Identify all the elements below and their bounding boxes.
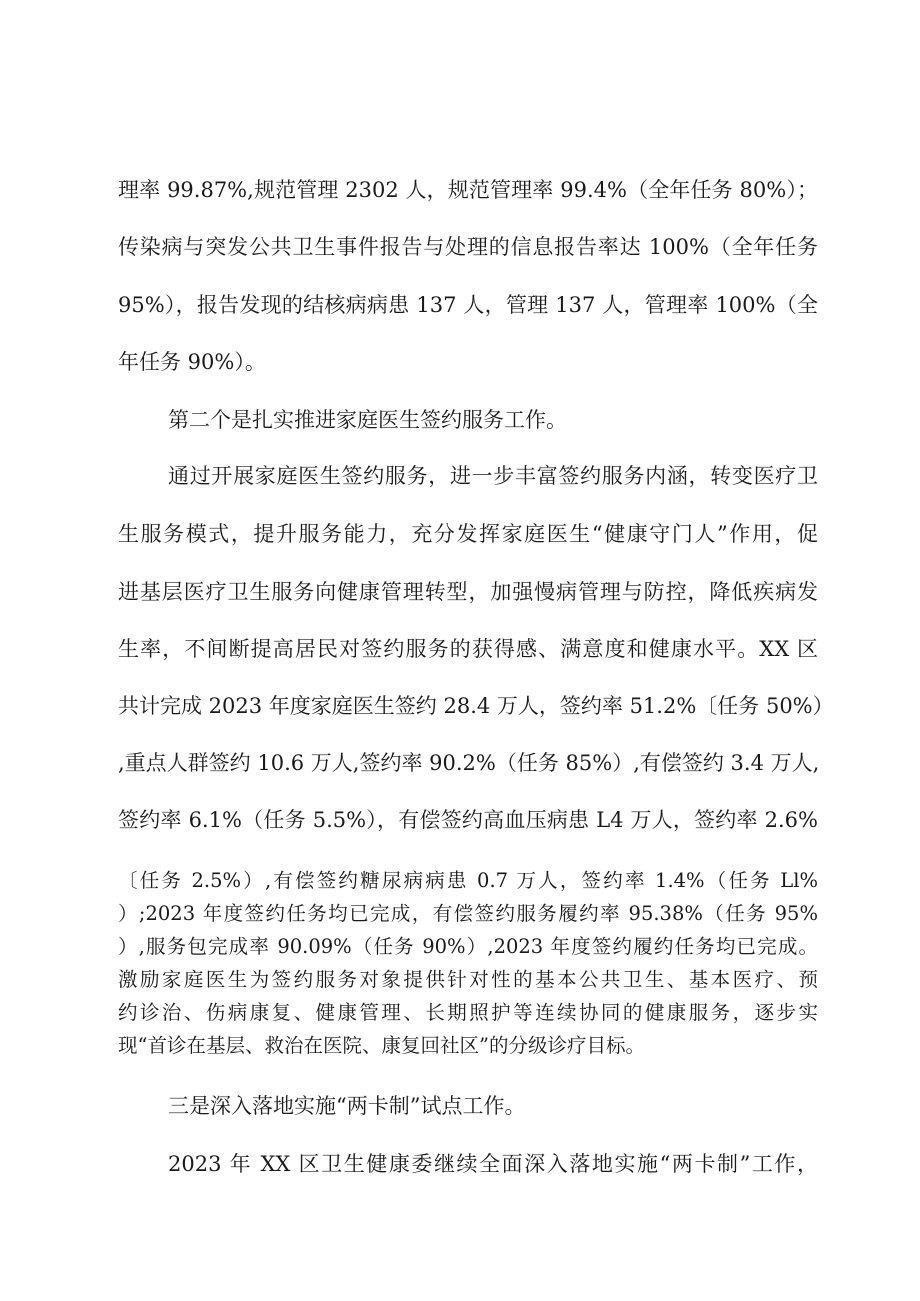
paragraph-line-16: 激励家庭医生为签约服务对象提供针对性的基本公共卫生、基本医疗、预 <box>118 968 818 991</box>
paragraph-line-7: 生服务模式，提升服务能力，充分发挥家庭医生“健康守门人”作用，促 <box>118 522 818 546</box>
section-heading-two-card-system: 三是深入落地实施“两卡制”试点工作。 <box>168 1094 526 1118</box>
section-heading-family-doctor: 第二个是扎实推进家庭医生签约服务工作。 <box>168 408 567 432</box>
paragraph-line-6: 通过开展家庭医生签约服务，进一步丰富签约服务内涵，转变医疗卫 <box>168 464 818 488</box>
paragraph-line-18: 现“首诊在基层、救治在医院、康复回社区”的分级诊疗目标。 <box>118 1034 645 1057</box>
paragraph-line-12: 签约率 6.1%（任务 5.5%），有偿签约高血压病患 L4 万人，签约率 2.6% <box>118 808 818 832</box>
paragraph-line-9: 生率，不间断提高居民对签约服务的获得感、满意度和健康水平。XX 区 <box>118 637 818 661</box>
paragraph-line-8: 进基层医疗卫生服务向健康管理转型，加强慢病管理与防控，降低疾病发 <box>118 580 818 604</box>
paragraph-line-10: 共计完成 2023 年度家庭医生签约 28.4 万人，签约率 51.2%〔任务 50%） <box>118 694 834 718</box>
paragraph-line-15: ）,服务包完成率 90.09%（任务 90%）,2023 年度签约履约任务均已完成。 <box>118 935 818 958</box>
paragraph-line-20: 2023 年 XX 区卫生健康委继续全面深入落地实施“两卡制”工作， <box>168 1152 818 1176</box>
paragraph-line-11: ,重点人群签约 10.6 万人,签约率 90.2%（任务 85%）,有偿签约 3.4 万人, <box>118 751 820 775</box>
paragraph-line-13: 〔任务 2.5%）,有偿签约糖尿病病患 0.7 万人，签约率 1.4%（任务 Ll% <box>118 869 818 892</box>
paragraph-line-1: 理率 99.87%,规范管理 2302 人，规范管理率 99.4%（全年任务 80%）； <box>118 178 818 202</box>
paragraph-line-3: 95%），报告发现的结核病病患 137 人，管理 137 人，管理率 100%（全 <box>118 293 818 317</box>
paragraph-line-4: 年任务 90%）。 <box>118 350 266 374</box>
paragraph-line-2: 传染病与突发公共卫生事件报告与处理的信息报告率达 100%（全年任务 <box>118 235 818 259</box>
paragraph-line-17: 约诊治、伤病康复、健康管理、长期照护等连续协同的健康服务，逐步实 <box>118 1001 818 1024</box>
paragraph-line-14: ）;2023 年度签约任务均已完成，有偿签约服务履约率 95.38%（任务 95% <box>118 902 818 925</box>
